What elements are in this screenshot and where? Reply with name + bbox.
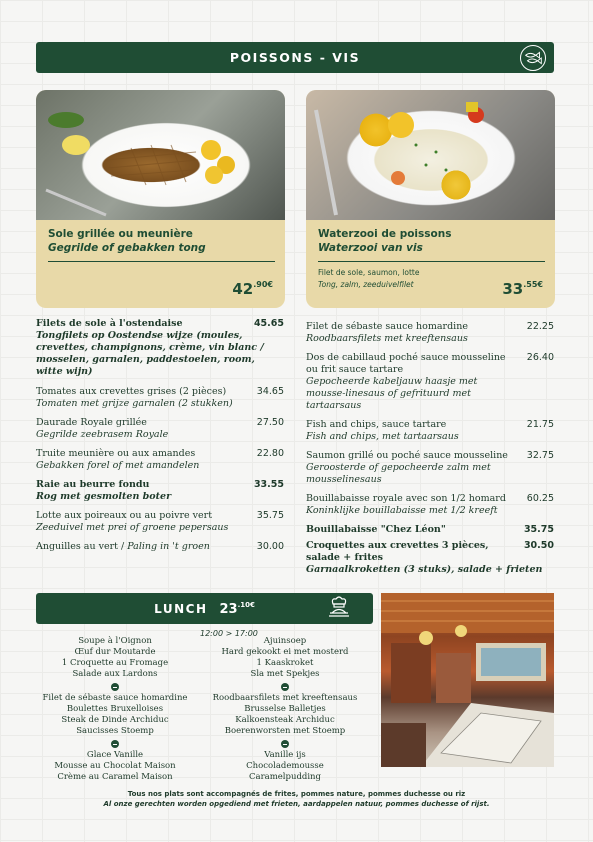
- sole-photo: [36, 90, 285, 220]
- item-name: [36, 541, 286, 553]
- item-name-nl: Tomaten met grijze garnalen (2 stukken): [36, 398, 233, 409]
- section-banner: [36, 42, 554, 73]
- card-desc-nl: Tong, zalm, zeeduivelfilet: [318, 280, 414, 289]
- menu-item: [36, 386, 286, 410]
- item-name-nl: Garnaalkroketten (3 stuks), salade + frieten: [306, 564, 543, 575]
- item-name-nl: Fish and chips, met tartaarsaus: [306, 431, 459, 442]
- card-text: [48, 227, 275, 267]
- card-title-fr: Sole grillée ou meunière: [48, 228, 193, 240]
- restaurant-interior-photo: [381, 593, 554, 767]
- plus-icon: [111, 740, 119, 748]
- item-name-fr: Lotte aux poireaux ou au poivre vert: [36, 510, 213, 521]
- item-price: 45.65: [253, 318, 284, 329]
- lunch-line: Caramelpudding: [249, 772, 321, 782]
- item-price: 30.50: [523, 540, 554, 551]
- item-name-fr: Anguilles au vert /: [36, 541, 128, 552]
- item-price: 22.25: [526, 321, 554, 332]
- chef-icon: [327, 595, 351, 621]
- lunch-line: 1 Kaaskroket: [256, 658, 314, 668]
- lunch-mains: [35, 693, 195, 737]
- item-name-fr: Bouillabaisse royale avec son 1/2 homard: [306, 493, 506, 504]
- fish-icon: [520, 45, 546, 71]
- card-title-nl: Waterzooi van vis: [318, 242, 423, 254]
- menu-item: [36, 510, 286, 534]
- card-title-fr: Waterzooi de poissons: [318, 228, 452, 240]
- price-cents: .55€: [523, 280, 543, 289]
- lunch-price: [219, 601, 254, 617]
- item-price: 33.55: [253, 479, 284, 490]
- lunch-line: Boulettes Bruxelloises: [66, 704, 164, 714]
- item-price: 26.40: [526, 352, 554, 363]
- card-price: [502, 280, 543, 298]
- menu-column-left: [36, 318, 286, 560]
- footer-note-fr: Tous nos plats sont accompagnés de frites, pommes nature, pommes duchesse ou riz: [127, 790, 466, 798]
- lunch-line: Saucisses Stoemp: [76, 726, 154, 736]
- item-name-nl: Tongfilets op Oostendse wijze (moules, crevettes, champignons, crème, vin blanc / mosselen, garnalen, paddestoelen, room, witte wijn): [36, 330, 264, 377]
- lunch-mains: [205, 693, 365, 737]
- lunch-line: Brusselse Balletjes: [244, 704, 326, 714]
- lunch-title: LUNCH: [154, 601, 208, 616]
- lunch-menu-nl: [205, 636, 365, 783]
- menu-item: [36, 541, 286, 553]
- item-name-fr: Saumon grillé ou poché sauce mousseline: [306, 450, 508, 461]
- item-name-fr: Croquettes aux crevettes 3 pièces, salade + frites: [306, 540, 489, 563]
- lunch-line: Sla met Spekjes: [250, 669, 320, 679]
- lunch-banner: [36, 593, 373, 624]
- lunch-line: Ajuinsoep: [263, 636, 307, 646]
- lunch-line: Vanille ijs: [264, 750, 306, 760]
- item-price: 35.75: [256, 510, 284, 521]
- price-main: 23: [219, 601, 238, 617]
- plus-icon: [111, 683, 119, 691]
- lunch-line: Soupe à l'Oignon: [78, 636, 152, 646]
- lunch-line: Roodbaarsfilets met kreeftensaus: [212, 693, 358, 703]
- price-main: 33: [502, 280, 524, 298]
- menu-item: [306, 493, 556, 517]
- item-name-nl: Gebakken forel of met amandelen: [36, 460, 200, 471]
- item-name-fr: Filets de sole à l'ostendaise: [36, 318, 183, 329]
- item-price: 32.75: [526, 450, 554, 461]
- lunch-line: Filet de sébaste sauce homardine: [42, 693, 188, 703]
- item-name-fr: Bouillabaisse "Chez Léon": [306, 524, 446, 535]
- item-price: 21.75: [526, 419, 554, 430]
- lunch-line: Glace Vanille: [86, 750, 144, 760]
- lunch-line: Œuf dur Moutarde: [74, 647, 156, 657]
- item-price: 22.80: [256, 448, 284, 459]
- item-name-nl: Rog met gesmolten boter: [36, 491, 172, 502]
- menu-item: [36, 417, 286, 441]
- menu-column-right: [306, 318, 556, 583]
- item-name-fr: Truite meunière ou aux amandes: [36, 448, 196, 459]
- lunch-line: Boerenworsten met Stoemp: [224, 726, 346, 736]
- section-title: POISSONS - VIS: [229, 50, 361, 65]
- item-name-fr: Tomates aux crevettes grises (2 pièces): [36, 386, 227, 397]
- lunch-line: Salade aux Lardons: [72, 669, 158, 679]
- lunch-desserts: [35, 750, 195, 783]
- lunch-menu-fr: [35, 636, 195, 783]
- lunch-desserts: [205, 750, 365, 783]
- card-title-nl: Gegrilde of gebakken tong: [48, 242, 206, 254]
- item-name-nl: Gegrilde zeebrasem Royale: [36, 429, 169, 440]
- plus-icon: [281, 683, 289, 691]
- item-price: 27.50: [256, 417, 284, 428]
- item-name-fr: Fish and chips, sauce tartare: [306, 419, 447, 430]
- menu-item: [36, 318, 286, 378]
- item-name-nl: Koninklijke bouillabaisse met 1/2 kreeft: [306, 505, 498, 516]
- item-name-nl: Roodbaarsfilets met kreeftensaus: [306, 333, 468, 344]
- lunch-line: Hard gekookt ei met mosterd: [221, 647, 349, 657]
- card-desc-fr: Filet de sole, saumon, lotte: [318, 268, 420, 277]
- item-price: 34.65: [256, 386, 284, 397]
- lunch-line: Crème au Caramel Maison: [57, 772, 173, 782]
- card-price: [232, 280, 273, 298]
- plus-icon: [281, 740, 289, 748]
- menu-item: [36, 479, 286, 503]
- menu-item: [306, 524, 556, 536]
- menu-item: [306, 321, 556, 345]
- price-cents: .90€: [253, 280, 273, 289]
- item-price: 35.75: [523, 524, 554, 535]
- lunch-line: Steak de Dinde Archiduc: [61, 715, 169, 725]
- lunch-line: Mousse au Chocolat Maison: [54, 761, 176, 771]
- item-name-fr: Daurade Royale grillée: [36, 417, 147, 428]
- item-name-nl: Paling in 't groen: [127, 541, 210, 552]
- lunch-line: Chocolademousse: [246, 761, 324, 771]
- item-price: 60.25: [526, 493, 554, 504]
- menu-item: [36, 448, 286, 472]
- menu-item: [306, 352, 556, 412]
- price-cents: .10€: [237, 600, 255, 609]
- divider: [318, 261, 545, 262]
- item-name-nl: Zeeduivel met prei of groene pepersaus: [36, 522, 229, 533]
- item-name-fr: Dos de cabillaud poché sauce mousseline ou frit sauce tartare: [306, 352, 506, 375]
- featured-card-waterzooi: [306, 90, 555, 308]
- lunch-line: Kalkoensteak Archiduc: [235, 715, 335, 725]
- lunch-starters: [35, 636, 195, 680]
- item-name-fr: Raie au beurre fondu: [36, 479, 150, 490]
- lunch-line: 1 Croquette au Fromage: [61, 658, 169, 668]
- item-name-fr: Filet de sébaste sauce homardine: [306, 321, 468, 332]
- menu-item: [306, 450, 556, 486]
- lunch-starters: [205, 636, 365, 680]
- lunch-time: 12:00 > 17:00: [200, 629, 258, 638]
- menu-item: [306, 419, 556, 443]
- featured-card-sole: [36, 90, 285, 308]
- price-main: 42: [232, 280, 254, 298]
- item-name-nl: Geroosterde of gepocheerde zalm met mousselinesaus: [306, 462, 491, 485]
- footer-note-nl: Al onze gerechten worden opgediend met frieten, aardappelen natuur, pommes duchesse of rijst.: [103, 800, 490, 808]
- menu-item: [306, 540, 556, 576]
- item-name-nl: Gepocheerde kabeljauw haasje met mousse-linesaus of gefrituurd met tartaarsaus: [306, 376, 478, 411]
- divider: [48, 261, 275, 262]
- waterzooi-photo: [306, 90, 555, 220]
- item-price: 30.00: [256, 541, 284, 552]
